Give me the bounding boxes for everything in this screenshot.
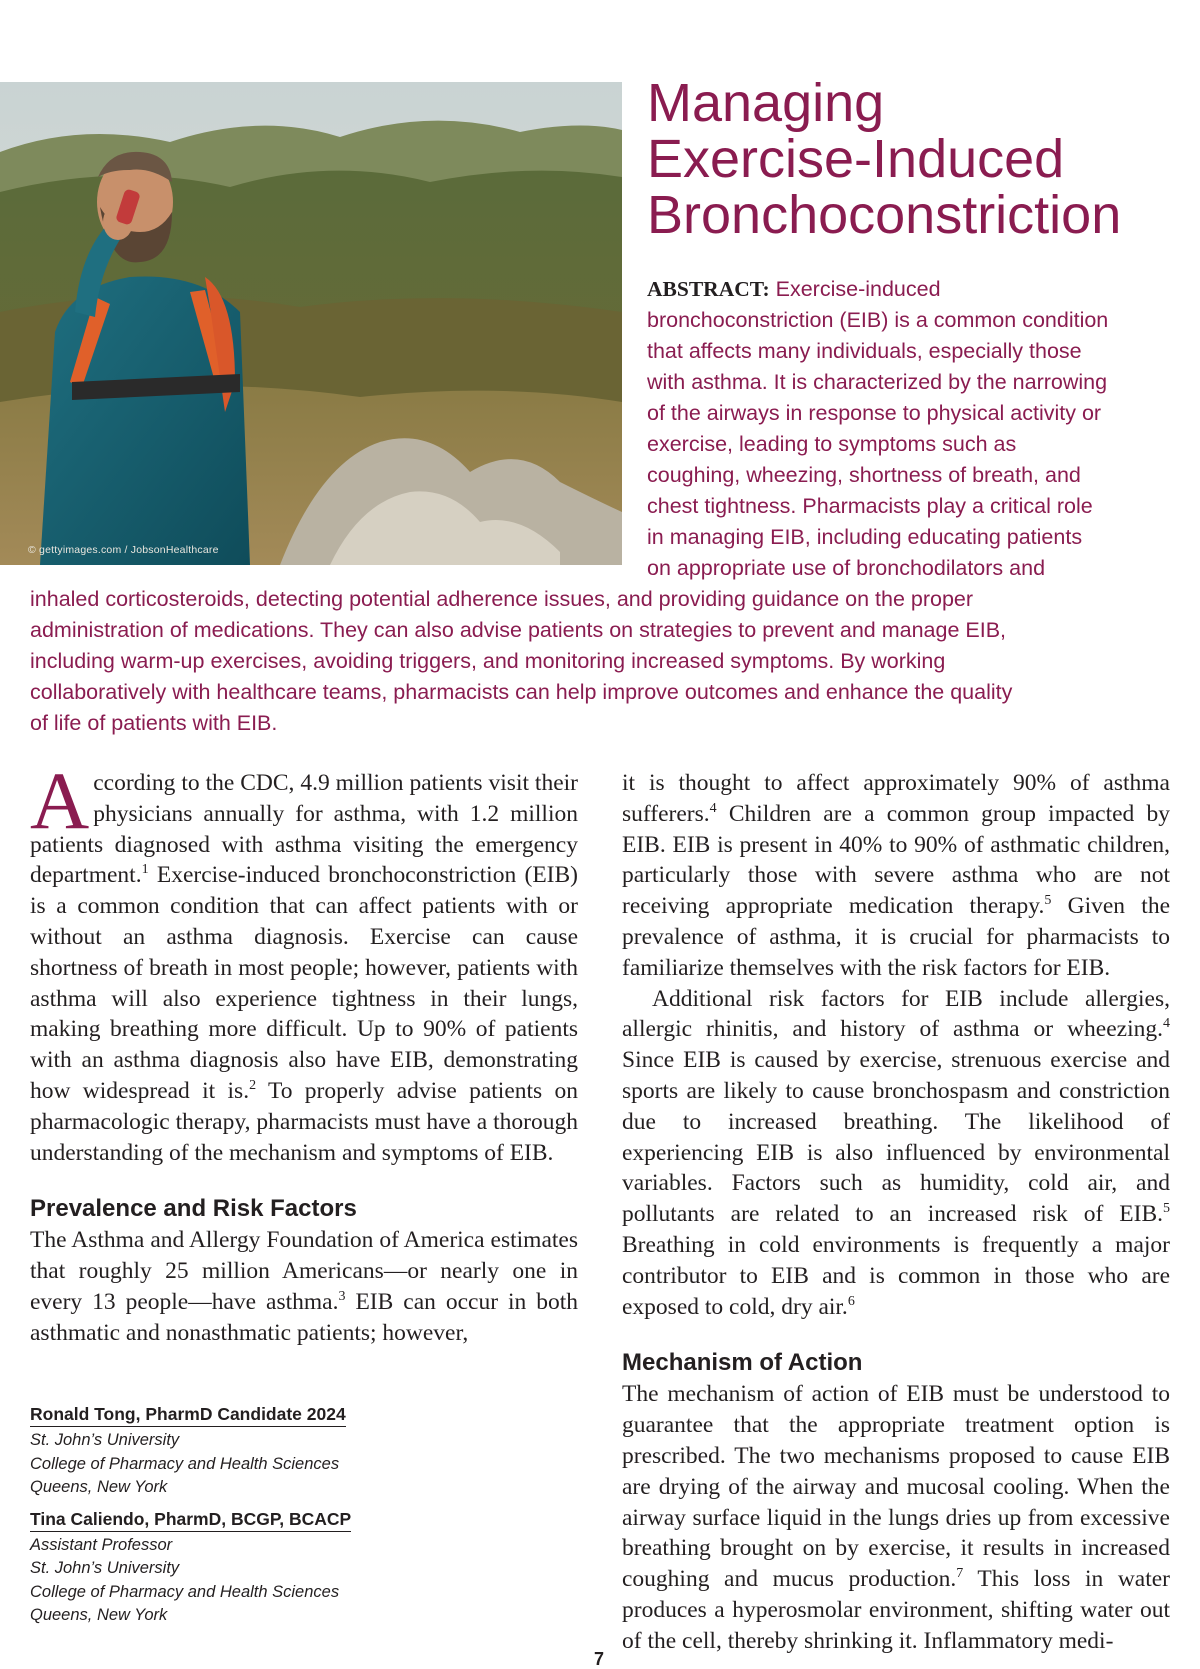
title-line: Exercise-Induced <box>647 129 1065 189</box>
author-affiliation: St. John’s University <box>30 1559 180 1577</box>
body-text: Additional risk factors for EIB include allergies, allergic rhinitis, and history of asthma or wheezing. <box>622 985 1170 1043</box>
author-name: Tina Caliendo, PharmD, BCGP, BCACP <box>30 1509 351 1532</box>
mechanism-paragraph <box>622 1379 1170 1656</box>
reference-4: 4 <box>709 800 717 816</box>
author-affiliation: College of Pharmacy and Health Sciences <box>30 1454 340 1473</box>
body-text: This loss in water produces a hyperosmolar environment, shifting water out of the cell, thereby shrinking it. Inflammatory medi- <box>622 1566 1171 1654</box>
prevalence-paragraph-continued <box>622 768 1170 984</box>
reference-2: 2 <box>249 1077 257 1093</box>
reference-5: 5 <box>1044 893 1052 909</box>
body-text: Children are a common group impacted by EIB. EIB is present in 40% to 90% of asthmatic children, particularly those with severe asthma who are not receiving appropriate medication therapy. <box>622 800 1170 920</box>
body-column-right <box>622 768 1170 1657</box>
abstract-line: bronchoconstriction (EIB) is a common condition <box>647 308 1109 332</box>
drop-cap: A <box>30 755 90 846</box>
photo-credit: © gettyimages.com / JobsonHealthcare <box>28 544 219 556</box>
reference-4: 4 <box>1163 1016 1170 1032</box>
reference-1: 1 <box>141 862 149 878</box>
abstract-line: exercise, leading to symptoms such as <box>647 432 1017 456</box>
section-heading-mechanism: Mechanism of Action <box>622 1349 863 1377</box>
abstract-line: chest tightness. Pharmacists play a critical role <box>647 494 1093 518</box>
intro-paragraph <box>30 755 578 1168</box>
abstract-text: Exercise-induced <box>769 277 941 301</box>
author-affiliation: Assistant Professor <box>30 1535 173 1554</box>
risk-factors-paragraph <box>622 984 1170 1323</box>
reference-5: 5 <box>1163 1201 1170 1217</box>
title-line: Bronchoconstriction <box>647 185 1122 245</box>
intro-text: ccording to the CDC, 4.9 million patients visit their physicians annually for asthma, with 1.2 million patients diagnosed with asthma visiting the emergency department. <box>30 770 578 889</box>
section-heading-prevalence: Prevalence and Risk Factors <box>30 1195 357 1223</box>
author-affiliation: Queens, New York <box>30 1606 168 1624</box>
page-number: 7 <box>594 1649 605 1669</box>
abstract-line: administration of medications. They can also advise patients on strategies to prevent and manage EIB, <box>30 618 1007 642</box>
abstract-line: including warm-up exercises, avoiding triggers, and monitoring increased symptoms. By working <box>30 649 946 673</box>
abstract-line: in managing EIB, including educating patients <box>647 525 1083 549</box>
reference-7: 7 <box>956 1566 964 1582</box>
author <box>30 1509 450 1628</box>
author-affiliation: St. John’s University <box>30 1431 180 1449</box>
reference-6: 6 <box>847 1293 855 1309</box>
author-block <box>30 1404 450 1637</box>
abstract-line: collaboratively with healthcare teams, pharmacists can help improve outcomes and enhance the quality <box>30 680 1013 704</box>
body-text: Breathing in cold environments is frequently a major contributor to EIB and is common in those who are exposed to cold, dry air. <box>622 1231 1170 1320</box>
author-name: Ronald Tong, PharmD Candidate 2024 <box>30 1404 346 1427</box>
body-text: Since EIB is caused by exercise, strenuous exercise and sports are likely to cause bronchospasm and constriction due to increased breathing. The likelihood of experiencing EIB is also influenced by environmental variables. Factors such as humidity, cold air, and pollutants are related to an increased risk of EIB. <box>622 1047 1170 1228</box>
body-text: The mechanism of action of EIB must be understood to guarantee that the appropriate treatment option is prescribed. The two mechanisms proposed to cause EIB are drying of the airway and mucosal cooling. When the airway surface liquid in the lungs dries up from excessive breathing brought on by exercise, it results in increased coughing and mucus production. <box>622 1381 1170 1593</box>
author-affiliation: Queens, New York <box>30 1478 168 1496</box>
body-text: The Asthma and Allergy Foundation of America estimates that roughly 25 million Americans—or nearly one in every 13 people—have asthma. <box>30 1227 578 1315</box>
abstract-line: coughing, wheezing, shortness of breath, and <box>647 463 1081 487</box>
abstract <box>30 274 1180 739</box>
reference-3: 3 <box>338 1288 346 1304</box>
abstract-line <box>30 274 1180 305</box>
abstract-line: that affects many individuals, especially those <box>647 339 1082 363</box>
intro-text: To properly advise patients on pharmacologic therapy, pharmacists must have a thorough understanding of the mechanism and symptoms of EIB. <box>30 1077 578 1166</box>
abstract-line: on appropriate use of bronchodilators and <box>647 556 1046 580</box>
article-title <box>647 75 1187 243</box>
author <box>30 1404 450 1500</box>
abstract-line: inhaled corticosteroids, detecting potential adherence issues, and providing guidance on the proper <box>30 587 974 611</box>
intro-text: Exercise-induced bronchoconstriction (EIB) is a common condition that can affect patients with or without an asthma diagnosis. Exercise can cause shortness of breath in most people; however, patients with asthma will also experience tightness in their lungs, making breathing more difficult. Up to 90% of patients with an asthma diagnosis also have EIB, demonstrating how widespread it is. <box>30 862 578 1104</box>
body-text: Given the prevalence of asthma, it is crucial for pharmacists to familiarize themselves with the risk factors for EIB. <box>622 893 1170 981</box>
abstract-line: with asthma. It is characterized by the narrowing <box>647 370 1108 394</box>
body-text: it is thought to affect approximately 90% of asthma sufferers. <box>622 770 1170 827</box>
body-column-left <box>30 755 578 1349</box>
prevalence-paragraph-start <box>30 1225 578 1348</box>
author-affiliation: College of Pharmacy and Health Sciences <box>30 1582 340 1601</box>
abstract-line: of the airways in response to physical activity or <box>647 401 1102 425</box>
body-text: EIB can occur in both asthmatic and nonasthmatic patients; however, <box>30 1288 578 1346</box>
title-line: Managing <box>647 73 885 133</box>
abstract-label: ABSTRACT: <box>647 277 770 301</box>
abstract-line: of life of patients with EIB. <box>30 711 278 735</box>
